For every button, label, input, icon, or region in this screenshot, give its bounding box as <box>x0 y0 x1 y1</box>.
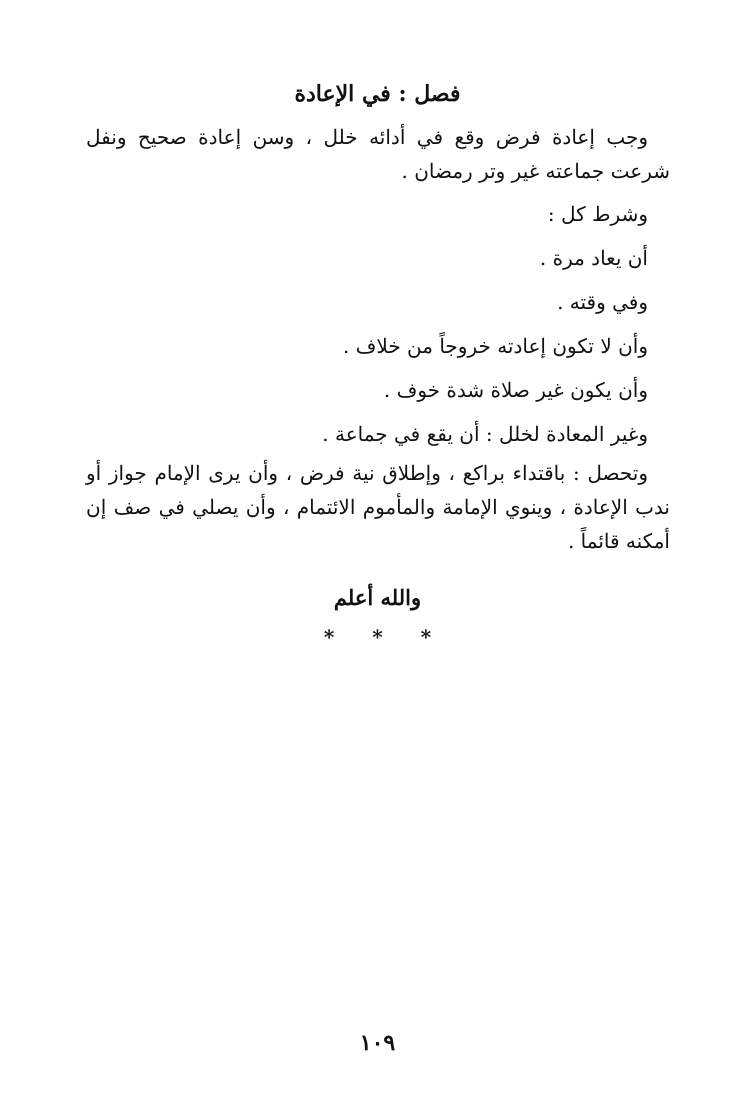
section-ornament <box>0 625 755 649</box>
page-number: ١٠٩ <box>359 1030 396 1056</box>
section-heading: فصل : في الإعادة <box>294 81 461 107</box>
section-body <box>86 120 670 558</box>
condition-item: وغير المعادة لخلل : أن يقع في جماعة . <box>322 422 648 446</box>
condition-item: أن يعاد مرة . <box>539 246 648 270</box>
asterisk-ornament: * <box>323 625 335 649</box>
condition-item: وأن لا تكون إعادته خروجاً من خلاف . <box>342 334 648 358</box>
closing-phrase: والله أعلم <box>333 585 422 610</box>
condition-item: وفي وقته . <box>557 290 648 314</box>
conditions-intro: وشرط كل : <box>547 202 648 226</box>
paragraph-attainment: وتحصل : باقتداء براكع ، وإطلاق نية فرض ، وأن يرى الإمام جواز أو ندب الإعادة ، وينوي الإمامة والمأموم الائتمام ، وأن يصلي في صف إن أمكنه قائماً . <box>86 461 670 553</box>
asterisk-ornament: * <box>420 625 432 649</box>
condition-item: وأن يكون غير صلاة شدة خوف . <box>383 378 648 402</box>
paragraph-obligation: وجب إعادة فرض وقع في أدائه خلل ، وسن إعادة صحيح ونفل شرعت جماعته غير وتر رمضان . <box>86 125 670 183</box>
asterisk-ornament: * <box>372 625 383 649</box>
